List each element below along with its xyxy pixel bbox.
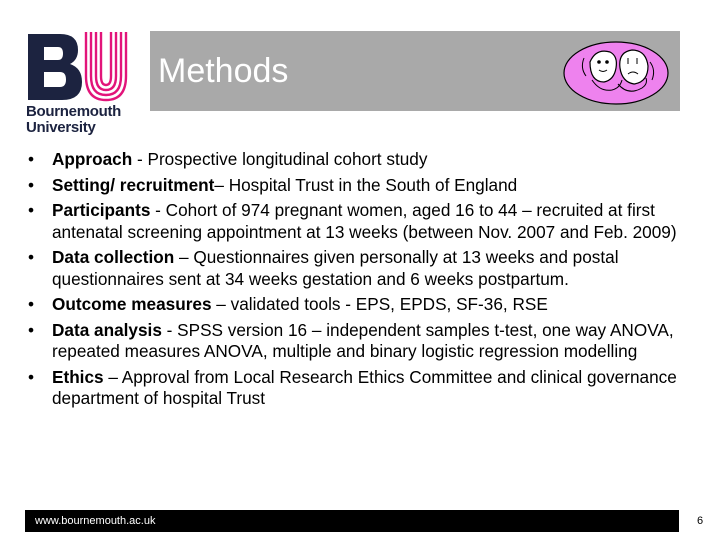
page-number: 6 [697,515,704,527]
bu-logo-mark [26,30,136,102]
list-item [28,175,708,197]
bullet-text: - Prospective longitudinal cohort study [132,149,428,169]
bullet-text: – Hospital Trust in the South of England [214,174,518,195]
list-item [28,367,708,410]
list-item [28,149,708,171]
two-faces-illustration [562,40,670,106]
bullet-term: Approach [52,149,133,169]
bullet-term: Outcome measures [52,294,212,314]
bullet-text: – validated tools - EPS, EPDS, SF-36, RSE [211,294,548,314]
bournemouth-university-logo [26,30,136,138]
bullet-term: Participants [52,200,151,220]
logo-text-line2: University [26,119,96,136]
list-item [28,320,708,363]
bullet-text: - Cohort of 974 pregnant women, aged 16 to 44 – recruited at first antenatal screening appointment at 13 weeks (between Nov. 2007 and Feb. 2009) [52,200,677,242]
bullet-term: Ethics [52,366,104,387]
bullet-icon: • [28,319,35,340]
list-item [28,294,708,316]
list-item [28,247,708,290]
bullet-term: Setting/ recruitment [52,174,215,195]
bullet-icon: • [28,294,35,314]
footer-url: www.bournemouth.ac.uk [35,515,156,527]
bullet-term: Data collection [52,247,175,267]
bullet-icon: • [28,149,35,169]
bullet-icon: • [28,200,35,220]
bullet-icon: • [28,247,35,267]
bullet-term: Data analysis [52,319,162,340]
list-item [28,200,708,243]
methods-bullet-list [28,149,708,414]
bullet-text: – Questionnaires given personally at 13 weeks and postal questionnaires sent at 34 weeks gestation and 6 weeks postpartum. [52,247,619,289]
bullet-icon: • [28,366,35,387]
bullet-icon: • [28,174,35,195]
bullet-text: - SPSS version 16 – independent samples t-test, one way ANOVA, repeated measures ANOVA, multiple and binary logistic regression modelling [52,319,674,361]
bullet-text: – Approval from Local Research Ethics Committee and clinical governance department of hospital Trust [52,366,677,408]
page-title: Methods [158,52,289,90]
logo-text-line1: Bournemouth [26,103,122,120]
